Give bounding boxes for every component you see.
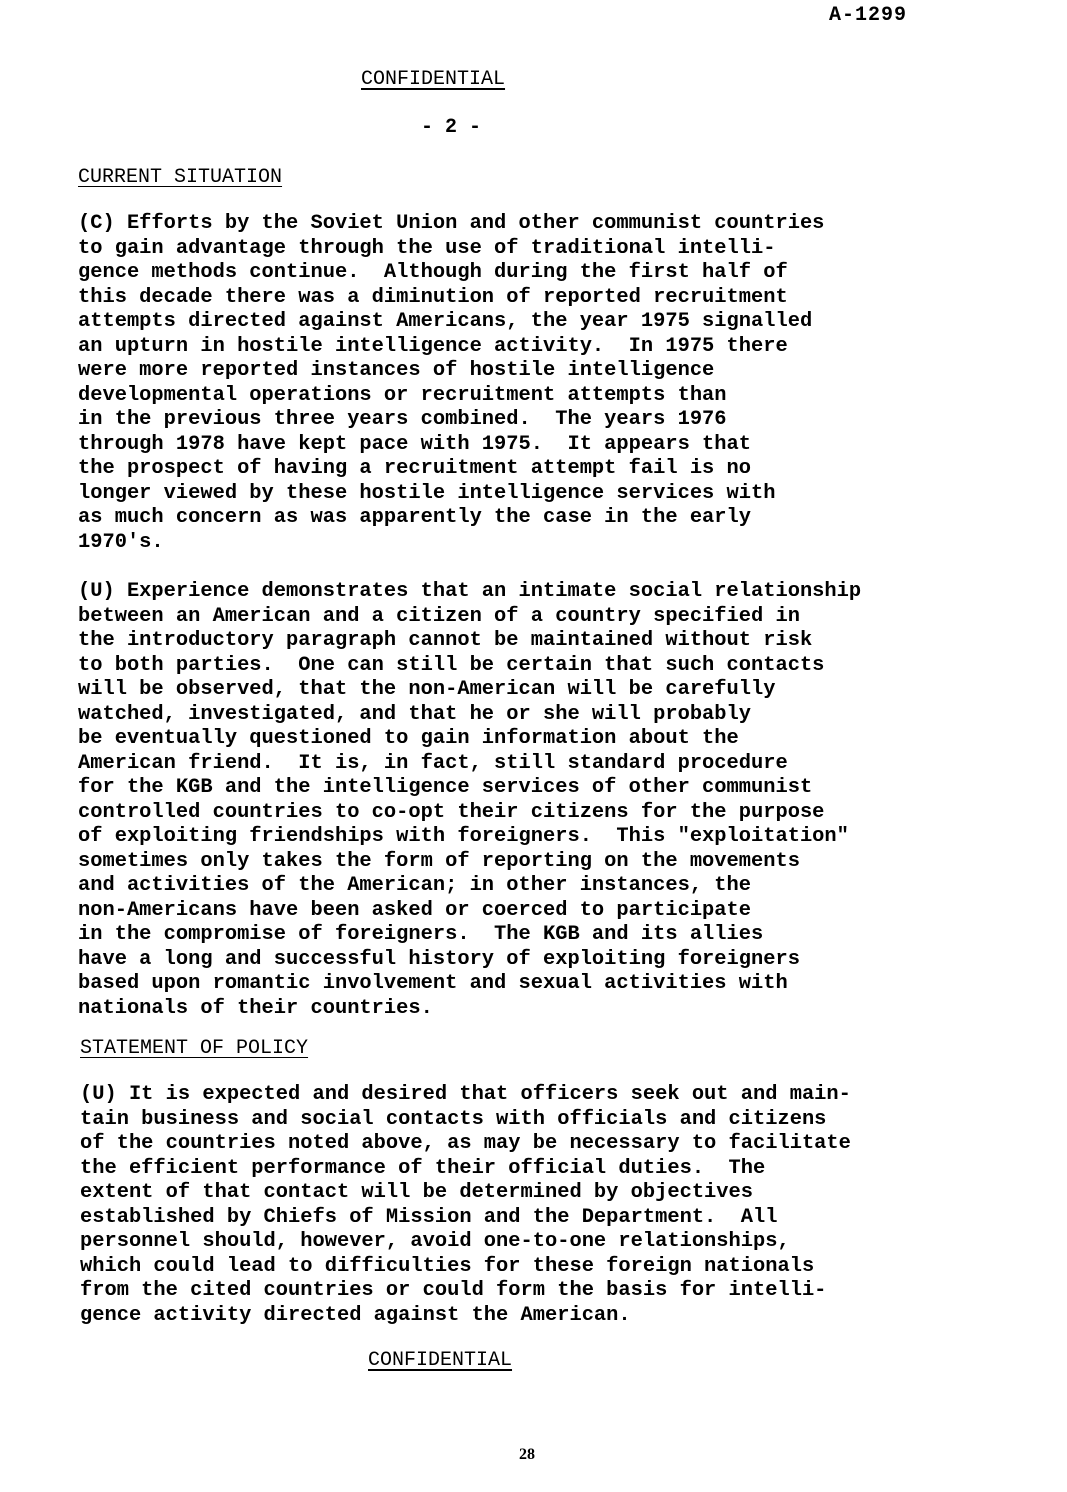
paragraph-current-situation-2: (U) Experience demonstrates that an intimate social relationship between an American and a citizen of a country specified in the introductory paragraph cannot be maintained without risk to both parties. One can still be certain that such contacts will be observed, that the non-American will be carefully watched, investigated, and that he or she will probably be eventually questioned to gain information about the American friend. It is, in fact, still standard procedure for the KGB and the intelligence services of other communist controlled countries to co-opt their citizens for the purpose of exploiting friendships with foreigners. This "exploitation" sometimes only takes the form of reporting on the movements and activities of the American; in other instances, the non-Americans have been asked or coerced to participate in the compromise of foreigners. The KGB and its allies have a long and successful history of exploiting foreigners based upon romantic involvement and sexual activities with nationals of their countries. — [78, 580, 862, 1020]
paragraph-statement-of-policy-1: (U) It is expected and desired that officers seek out and main- tain business and social contacts with officials and citizens of the countries noted above, as may be necessary to facilitate the efficient performance of their official duties. The extent of that contact will be determined by objectives established by Chiefs of Mission and the Department. All personnel should, however, avoid one-to-one relationships, which could lead to difficulties for these foreign nationals from the cited countries or could form the basis for intelli- gence activity directed against the American. — [80, 1083, 851, 1327]
classification-footer: CONFIDENTIAL — [368, 1349, 513, 1372]
paragraph-current-situation-1: (C) Efforts by the Soviet Union and other communist countries to gain advantage through the use of traditional intelli- gence methods continue. Although during the first half of this decade there was a diminution of reported recruitment attempts directed against Americans, the year 1975 signalled an upturn in hostile intelligence activity. In 1975 there were more reported instances of hostile intelligence developmental operations or recruitment attempts than in the previous three years combined. The years 1976 through 1978 have kept pace with 1975. It appears that the prospect of having a recruitment attempt fail is no longer viewed by these hostile intelligence services with as much concern as was apparently the case in the early 1970's. — [78, 212, 825, 554]
page-label: - 2 - — [421, 116, 482, 139]
footer-page-number: 28 — [519, 1446, 535, 1463]
document-id: A-1299 — [829, 4, 908, 27]
classification-header: CONFIDENTIAL — [361, 68, 506, 91]
section-heading-current-situation: CURRENT SITUATION — [78, 166, 283, 189]
section-heading-statement-of-policy: STATEMENT OF POLICY — [80, 1037, 309, 1060]
